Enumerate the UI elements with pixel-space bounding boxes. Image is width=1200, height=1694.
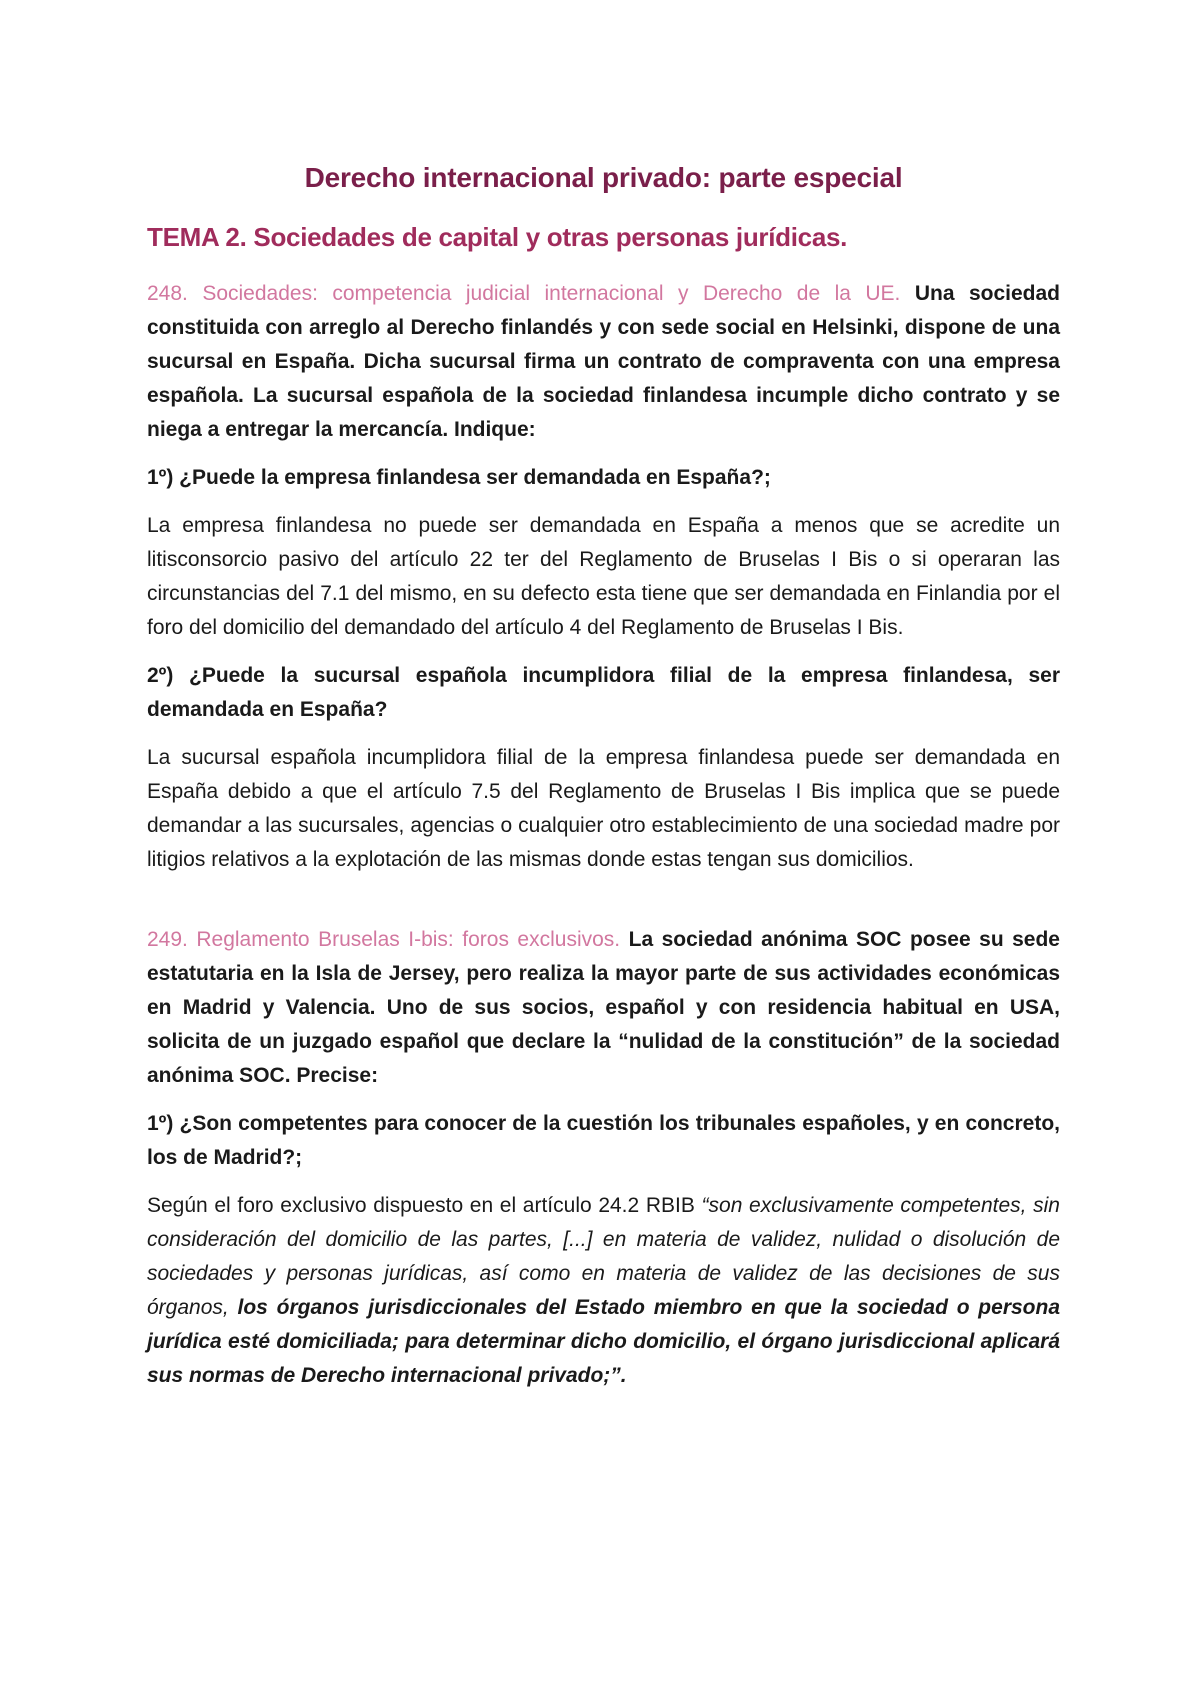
case-248-statement-text: Una sociedad constituida con arreglo al Derecho finlandés y con sede social en Helsinki, dispone de una sucursal en España. Dicha sucursal firma un contrato de compraventa con una empresa española. La sucursal española de la sociedad finlandesa incumple dicho contrato y se niega a entregar la mercancía. Indique: xyxy=(147,282,1060,441)
case-248-question-1: 1º) ¿Puede la empresa finlandesa ser demandada en España?; xyxy=(147,466,771,489)
case-248-question-2: 2º) ¿Puede la sucursal española incumplidora filial de la empresa finlandesa, ser demandada en España? xyxy=(147,664,1060,721)
case-249-answer-1-lead: Según el foro exclusivo dispuesto en el artículo 24.2 RBIB xyxy=(147,1194,702,1217)
section-spacer xyxy=(147,877,1060,923)
tema-heading: TEMA 2. Sociedades de capital y otras personas jurídicas. xyxy=(147,222,848,252)
case-248-answer-2: La sucursal española incumplidora filial de la empresa finlandesa puede ser demandada en España debido a que el artículo 7.5 del Reglamento de Bruselas I Bis implica que se puede demandar a las sucursales, agencias o cualquier otro establecimiento de una sociedad madre por litigios relativos a la explotación de las mismas donde estas tengan sus domicilios. xyxy=(147,746,1060,871)
document-title: Derecho internacional privado: parte especial xyxy=(304,162,903,193)
case-249-answer-1-quote: “son exclusivamente competentes, sin consideración del domicilio de las partes, [...] en materia de validez, nulidad o disolución de sociedades y personas jurídicas, así como en materia de validez de las decisiones de sus órganos, xyxy=(147,1194,1060,1319)
case-249-heading: 249. Reglamento Bruselas I-bis: foros exclusivos. xyxy=(147,928,621,951)
case-249-question-1: 1º) ¿Son competentes para conocer de la cuestión los tribunales españoles, y en concreto, los de Madrid?; xyxy=(147,1112,1060,1169)
case-248-heading: 248. Sociedades: competencia judicial internacional y Derecho de la UE. xyxy=(147,282,901,305)
case-249-statement xyxy=(147,923,1060,1093)
case-249 xyxy=(147,923,1060,1393)
case-249-answer-1 xyxy=(147,1189,1060,1393)
case-249-answer-1-bold-quote: los órganos jurisdiccionales del Estado miembro en que la sociedad o persona jurídica esté domiciliada; para determinar dicho domicilio, el órgano jurisdiccional aplicará sus normas de Derecho internacional privado;”. xyxy=(147,1296,1060,1387)
case-248-statement xyxy=(147,277,1060,447)
case-249-statement-text: La sociedad anónima SOC posee su sede estatutaria en la Isla de Jersey, pero realiza la mayor parte de sus actividades económicas en Madrid y Valencia. Uno de sus socios, español y con residencia habitual en USA, solicita de un juzgado español que declare la “nulidad de la constitución” de la sociedad anónima SOC. Precise: xyxy=(147,928,1060,1087)
case-248-answer-1: La empresa finlandesa no puede ser demandada en España a menos que se acredite un litisconsorcio pasivo del artículo 22 ter del Reglamento de Bruselas I Bis o si operaran las circunstancias del 7.1 del mismo, en su defecto esta tiene que ser demandada en Finlandia por el foro del domicilio del demandado del artículo 4 del Reglamento de Bruselas I Bis. xyxy=(147,514,1060,639)
case-248 xyxy=(147,277,1060,877)
